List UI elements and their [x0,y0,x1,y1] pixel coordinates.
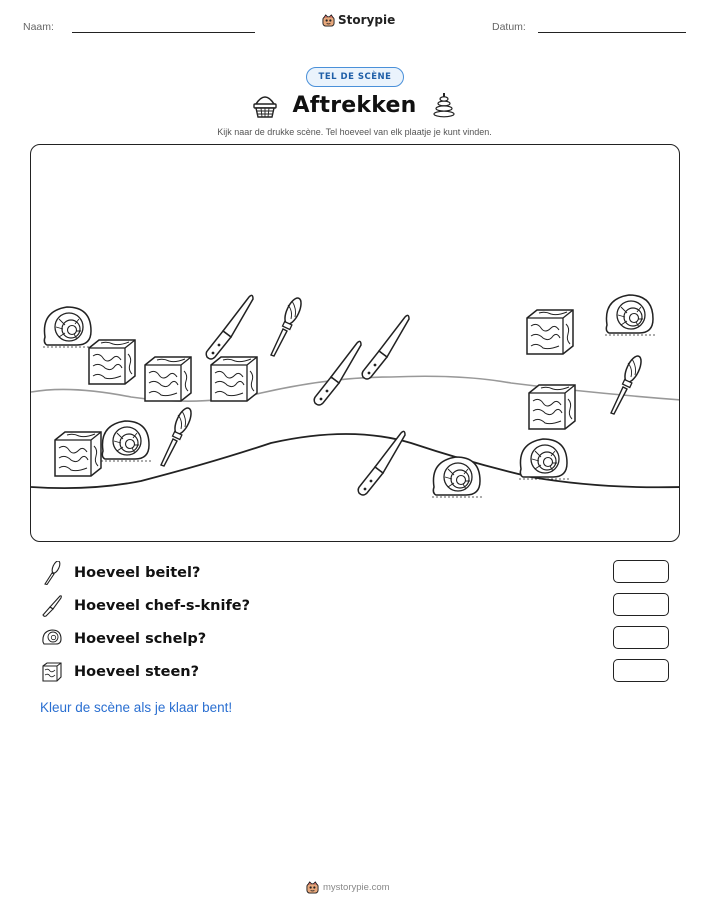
scene-shell [101,421,151,461]
scene-drawing [31,145,680,542]
scene-chisel [161,406,194,466]
scene-knife [206,295,253,359]
stacking-rings-icon [431,92,457,120]
scene-knife [358,431,405,495]
chef-knife-icon [40,594,64,618]
question-label: Hoeveel schelp? [74,631,207,647]
date-label: Datum: [492,21,526,33]
scene-stone [211,357,257,401]
scene-stone [89,340,135,384]
scene-stone [55,432,101,476]
question-label: Hoeveel steen? [74,664,200,680]
scene-shell [605,295,655,335]
question-row-knife [40,594,250,618]
coloring-instruction: Kleur de scène als je klaar bent! [40,700,233,715]
site-url: mystorypie.com [323,882,390,893]
scene-chisel [611,354,644,414]
scene-stone [529,385,575,429]
scene-chisel [271,296,304,356]
scene-stone [145,357,191,401]
site-footer [306,881,390,894]
question-row-chisel [40,561,200,585]
question-label: Hoeveel chef-s-knife? [74,598,251,614]
scene-knife [314,341,361,405]
scene-stone [527,310,573,354]
scene-shell [43,307,93,347]
date-line[interactable] [538,32,686,33]
name-line[interactable] [72,32,255,33]
answer-box-shell[interactable] [613,626,669,649]
page-title: Aftrekken [292,93,417,118]
stone-icon [40,660,64,684]
scene-shell [432,457,482,497]
scene-shell [519,439,569,479]
answer-box-knife[interactable] [613,593,669,616]
question-row-stone [40,660,199,684]
brand-name: Storypie [338,13,396,27]
chisel-icon [40,561,64,585]
shell-icon [40,627,64,651]
question-row-shell [40,627,206,651]
brand-logo [322,13,395,27]
storypie-mascot-icon [306,881,319,894]
answer-box-chisel[interactable] [613,560,669,583]
name-label: Naam: [23,21,54,33]
storypie-mascot-icon [322,14,335,27]
instructions: Kijk naar de drukke scène. Tel hoeveel van elk plaatje je kunt vinden. [217,127,492,137]
scene-knife [362,315,409,379]
question-label: Hoeveel beitel? [74,565,201,581]
activity-badge: TEL DE SCÈNE [306,67,404,87]
answer-box-stone[interactable] [613,659,669,682]
counting-scene[interactable] [30,144,680,542]
